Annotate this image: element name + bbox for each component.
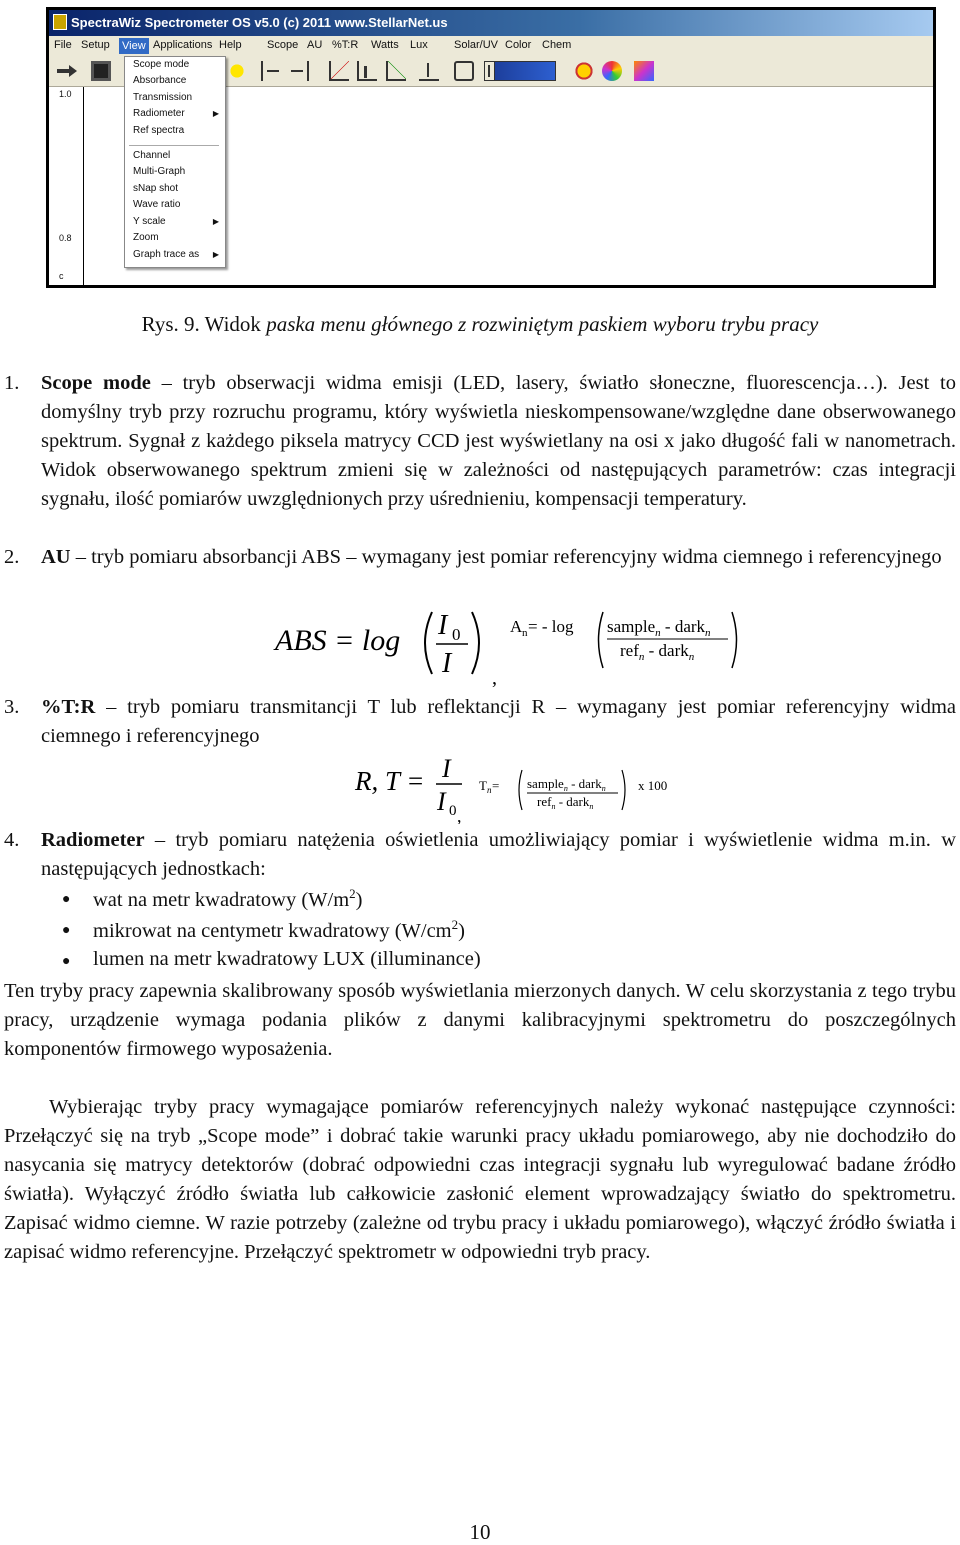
- list-item-2: [4, 543, 956, 603]
- paren-right: [732, 612, 737, 668]
- menu-scope[interactable]: Scope: [267, 39, 299, 51]
- item-body: [41, 693, 956, 751]
- clear-icon[interactable]: [454, 61, 474, 81]
- paren-left: [599, 612, 604, 668]
- bullet-item: wat na metr kwadratowy $(W/m^2)$: [93, 886, 363, 911]
- menu-item-channel[interactable]: Channel: [133, 150, 171, 161]
- menu-item-absorbance[interactable]: Absorbance: [133, 75, 187, 86]
- menu-solar-uv[interactable]: Solar/UV: [454, 39, 499, 51]
- item-body: [41, 369, 956, 514]
- paren-left: [519, 770, 522, 810]
- bullet-item: lumen na metr kwadratowy LUX (illuminance): [93, 948, 481, 970]
- menu-item-multi-graph[interactable]: Multi-Graph: [133, 166, 186, 177]
- bullet-item: mikrowat na centymetr kwadratowy $(W/cm^2)$: [93, 917, 465, 942]
- formula-den: I: [442, 648, 452, 679]
- frac-top: sample$_n$ - dark$_n$: [607, 617, 711, 639]
- bullet-icon: ●: [62, 923, 71, 938]
- formula-abs: [270, 600, 750, 690]
- lamp-icon[interactable]: [227, 61, 247, 81]
- sun-icon[interactable]: [574, 61, 594, 81]
- caption-text: paska menu głównego z rozwiniętym paskiem wyboru trybu pracy: [266, 312, 819, 336]
- item-text: – tryb pomiaru natężenia oświetlenia umożliwiający pomiar i wyświetlenie widma m.in. w następujących jednostkach:: [41, 829, 956, 880]
- formula-lhs: ABS = log: [275, 624, 401, 657]
- menu-tr[interactable]: %T:R: [332, 39, 359, 51]
- submenu-arrow-icon: ▶: [212, 250, 219, 259]
- frac-bot: ref$_n$ - dark$_n$: [537, 794, 594, 811]
- menu-item-zoom[interactable]: Zoom: [133, 232, 159, 243]
- y-tick-label: 0.8: [59, 233, 72, 243]
- list-item-4: [4, 826, 956, 886]
- chem-icon[interactable]: [634, 61, 654, 81]
- caption-prefix: Rys. 9. Widok: [141, 312, 267, 336]
- formula-rhs-sub: n: [487, 785, 492, 795]
- peak-icon[interactable]: [357, 61, 377, 81]
- title-bar: [49, 10, 933, 36]
- bullet-icon: ●: [62, 954, 71, 969]
- item-body: [41, 826, 956, 884]
- software-screenshot: [46, 7, 936, 288]
- figure-caption: [0, 312, 960, 337]
- menu-help[interactable]: Help: [219, 39, 242, 51]
- menu-lux[interactable]: Lux: [410, 39, 428, 51]
- menu-watts[interactable]: Watts: [371, 39, 399, 51]
- menu-setup[interactable]: Setup: [81, 39, 110, 51]
- formula-rhs: T: [479, 778, 487, 793]
- menu-bar: [49, 36, 933, 56]
- menu-item-wave-ratio[interactable]: Wave ratio: [133, 199, 181, 210]
- paragraph-calibration: Ten tryby pracy zapewnia skalibrowany sposób wyświetlania mierzonych danych. W celu skorzystania z tego trybu pracy, urządzenie wymaga podania plików z danymi kalibracyjnymi spektrometru do poszczególnych komponentów firmowego wyposażenia.: [4, 980, 956, 1060]
- formula-comma: ,: [492, 667, 497, 689]
- color-bar-icon[interactable]: [494, 61, 556, 81]
- menu-item-transmission[interactable]: Transmission: [133, 92, 193, 103]
- item-term: AU: [41, 546, 71, 568]
- item-term: Scope mode: [41, 372, 151, 394]
- menu-separator: [129, 145, 219, 146]
- app-logo-icon: [53, 14, 67, 30]
- formula-rhs-eq: =: [492, 778, 500, 793]
- paren-left: [425, 612, 432, 674]
- area-icon[interactable]: [386, 61, 406, 81]
- open-icon[interactable]: [57, 61, 77, 81]
- formula-lhs: R, T =: [355, 766, 425, 796]
- formula-num: I: [438, 610, 448, 641]
- item-number: 3.: [4, 696, 20, 718]
- menu-file[interactable]: File: [54, 39, 72, 51]
- menu-item-snap-shot[interactable]: sNap shot: [133, 183, 179, 194]
- menu-item-radiometer[interactable]: Radiometer: [133, 108, 185, 119]
- submenu-arrow-icon: ▶: [212, 217, 219, 226]
- list-item-1: [4, 369, 956, 544]
- up-arrow-icon[interactable]: [419, 61, 439, 81]
- arrow-right-icon[interactable]: [289, 61, 309, 81]
- bullet-icon: ●: [62, 892, 71, 907]
- window-title: SpectraWiz Spectrometer OS v5.0 (c) 2011 www.StellarNet.us: [71, 15, 448, 30]
- list-item-3: [4, 693, 956, 753]
- menu-item-y-scale[interactable]: Y scale: [133, 216, 166, 227]
- menu-view[interactable]: View: [119, 38, 149, 54]
- item-text: – tryb pomiaru absorbancji ABS – wymagany jest pomiar referencyjny widma ciemnego i referencyjnego: [70, 546, 942, 568]
- paren-right: [472, 612, 479, 674]
- arrow-left-icon[interactable]: [261, 61, 281, 81]
- frac-bot: ref$_n$ - dark$_n$: [620, 641, 695, 663]
- menu-color[interactable]: Color: [505, 39, 532, 51]
- item-body: [41, 543, 956, 572]
- formula-rhs-eq: = - log: [528, 617, 574, 636]
- formula-rhs-sub: n: [522, 627, 528, 639]
- formula-transmittance: [350, 752, 690, 824]
- paragraph-procedure: Wybierając tryby pracy wymagające pomiarów referencyjnych należy wykonać następujące czynności: Przełączyć się na tryb „Scope mode” i dobrać takie warunki pracy układu pomiarowego, aby nie dochodziło do nasycania się matrycy detektorów (dobrać odpowiedni czas integracji sygnału lub wyregulować badane źródło światła). Wyłączyć źródło światła lub całkowicie zasłonić element wprowadzający światło do spektrometru. Zapisać widmo ciemne. W razie potrzeby (zależne od trybu pracy i układu pomiarowego), włączyć źródło światła i zapisać widmo referencyjne. Przełączyć spektrometr w odpowiedni tryb pracy.: [4, 1096, 956, 1263]
- menu-applications[interactable]: Applications: [153, 39, 213, 51]
- unit-list: [0, 885, 960, 977]
- formula-comma: ,: [457, 806, 462, 824]
- color-wheel-icon[interactable]: [602, 61, 622, 81]
- graph-icon[interactable]: [329, 61, 349, 81]
- page-number: 10: [469, 1520, 491, 1544]
- paren-right: [622, 770, 625, 810]
- formula-den: I: [437, 787, 446, 816]
- formula-den-sub: 0: [449, 803, 457, 819]
- formula-rhs: A: [510, 617, 523, 636]
- menu-au[interactable]: AU: [307, 39, 323, 51]
- menu-item-ref-spectra[interactable]: Ref spectra: [133, 125, 185, 136]
- y-tick-label: 1.0: [59, 89, 72, 99]
- formula-num: I: [442, 754, 451, 783]
- view-dropdown-menu: [124, 56, 226, 268]
- item-number: 4.: [4, 829, 20, 851]
- submenu-arrow-icon: ▶: [212, 109, 219, 118]
- item-term: %T:R: [41, 696, 96, 718]
- y-axis: [83, 87, 84, 285]
- menu-item-scope-mode[interactable]: Scope mode: [133, 59, 190, 70]
- formula-num-sub: 0: [452, 625, 461, 644]
- item-number: 2.: [4, 546, 20, 568]
- item-term: Radiometer: [41, 829, 145, 851]
- save-icon[interactable]: [91, 61, 111, 81]
- menu-item-graph-trace[interactable]: Graph trace as: [133, 249, 200, 260]
- item-text: – tryb pomiaru transmitancji T lub reflektancji R – wymagany jest pomiar referencyjny widma ciemnego i referencyjnego: [41, 696, 956, 747]
- corner-label: c: [59, 271, 64, 281]
- menu-chem[interactable]: Chem: [542, 39, 572, 51]
- formula-mult: x 100: [638, 778, 668, 793]
- item-number: 1.: [4, 372, 20, 394]
- item-text: – tryb obserwacji widma emisji (LED, lasery, światło słoneczne, fluorescencja…). Jest to domyślny tryb przy rozruchu programu, który wyświetla nieskompensowane/względne dane obserwowanego spektrum. Sygnał z każdego piksela matrycy CCD jest wyświetlany na osi x jako długość fali w nanometrach. Widok obserwowanego spektrum zmieni się w zależności od następujących parametrów: czas integracji sygnału, ilość pomiarów uwzględnionych przy uśrednieniu, kompensacji temperatury.: [41, 372, 957, 510]
- frac-top: sample$_n$ - dark$_n$: [527, 776, 606, 793]
